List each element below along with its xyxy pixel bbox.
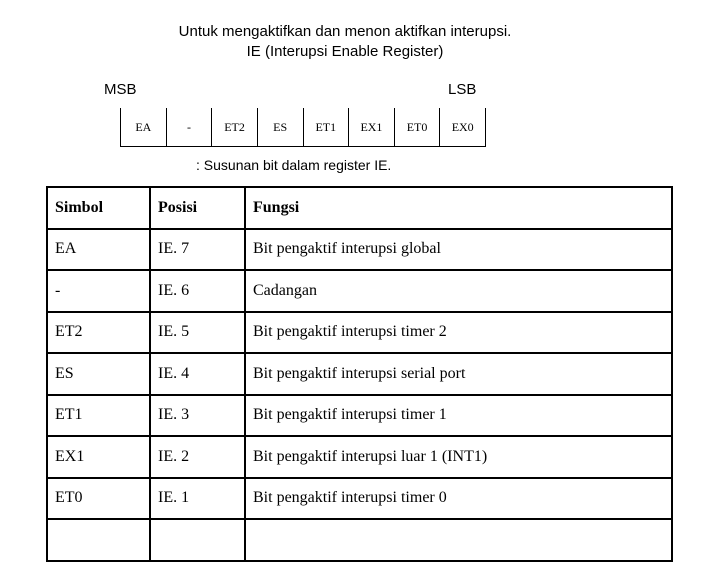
cell-simbol: ET0 bbox=[47, 478, 150, 520]
register-bit-4: ES bbox=[258, 108, 304, 146]
register-bit-1: ET0 bbox=[395, 108, 441, 146]
table-row bbox=[47, 395, 672, 437]
cell-fungsi: Cadangan bbox=[245, 270, 672, 312]
cell-posisi: IE. 7 bbox=[150, 229, 245, 271]
header-posisi: Posisi bbox=[150, 187, 245, 229]
table-row bbox=[47, 436, 672, 478]
cell-posisi: IE. 2 bbox=[150, 436, 245, 478]
ie-bit-table bbox=[46, 186, 673, 562]
register-bit-layout bbox=[120, 108, 486, 147]
header-simbol: Simbol bbox=[47, 187, 150, 229]
table-row bbox=[47, 353, 672, 395]
msb-label: MSB bbox=[104, 81, 137, 98]
register-bit-7: EA bbox=[121, 108, 167, 146]
page-title bbox=[0, 22, 690, 62]
cell-simbol: EX1 bbox=[47, 436, 150, 478]
cell-posisi: IE. 5 bbox=[150, 312, 245, 354]
register-bit-3: ET1 bbox=[304, 108, 350, 146]
lsb-label: LSB bbox=[448, 81, 477, 98]
cell-fungsi: Bit pengaktif interupsi timer 1 bbox=[245, 395, 672, 437]
register-bit-2: EX1 bbox=[349, 108, 395, 146]
cell-simbol: ET1 bbox=[47, 395, 150, 437]
register-caption: : Susunan bit dalam register IE. bbox=[196, 157, 392, 173]
table-row bbox=[47, 312, 672, 354]
table-header-row bbox=[47, 187, 672, 229]
cell-fungsi: Bit pengaktif interupsi timer 0 bbox=[245, 478, 672, 520]
table-row bbox=[47, 270, 672, 312]
cell-simbol: ET2 bbox=[47, 312, 150, 354]
cell-simbol: ES bbox=[47, 353, 150, 395]
cell-simbol: EA bbox=[47, 229, 150, 271]
cell-posisi: IE. 3 bbox=[150, 395, 245, 437]
cell-simbol: - bbox=[47, 270, 150, 312]
title-line-1: Untuk mengaktifkan dan menon aktifkan interupsi. bbox=[178, 23, 512, 40]
register-bit-5: ET2 bbox=[212, 108, 258, 146]
cell-fungsi: Bit pengaktif interupsi global bbox=[245, 229, 672, 271]
table-row bbox=[47, 478, 672, 520]
cell-fungsi: Bit pengaktif interupsi serial port bbox=[245, 353, 672, 395]
cell-posisi: IE. 6 bbox=[150, 270, 245, 312]
header-fungsi: Fungsi bbox=[245, 187, 672, 229]
title-line-2: IE (Interupsi Enable Register) bbox=[246, 43, 444, 60]
register-bit-0: EX0 bbox=[440, 108, 486, 146]
register-bit-6: - bbox=[167, 108, 213, 146]
cell-posisi: IE. 1 bbox=[150, 478, 245, 520]
cell-posisi: IE. 4 bbox=[150, 353, 245, 395]
cell-fungsi: Bit pengaktif interupsi luar 1 (INT1) bbox=[245, 436, 672, 478]
cell-fungsi: Bit pengaktif interupsi timer 2 bbox=[245, 312, 672, 354]
table-row bbox=[47, 229, 672, 271]
